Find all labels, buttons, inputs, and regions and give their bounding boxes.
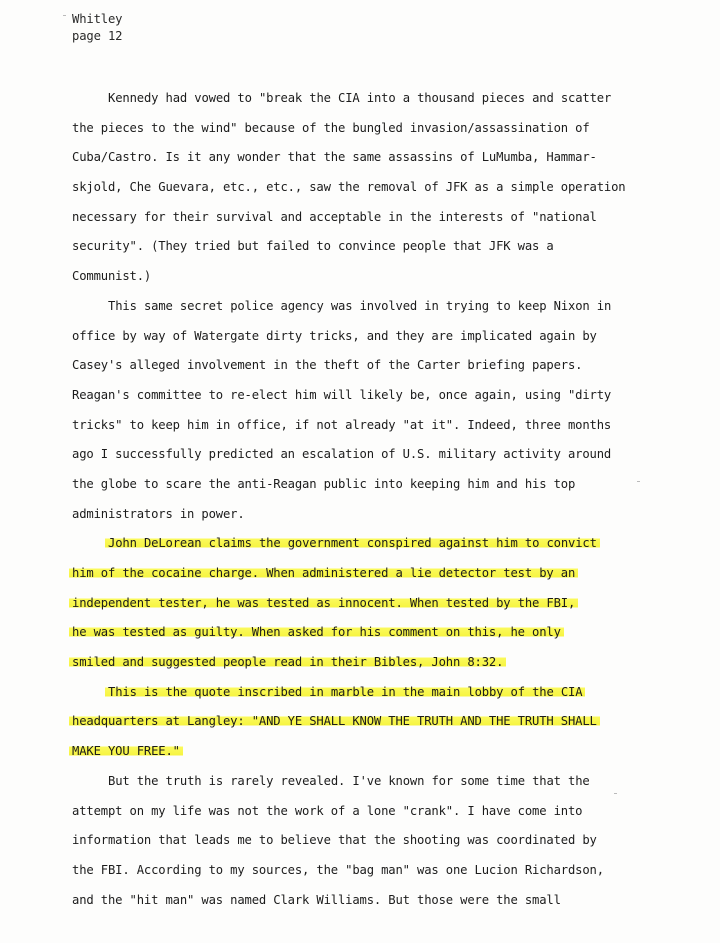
text-line [72, 767, 672, 797]
line-text: the pieces to the wind" because of the bungled invasion/assassination of [72, 120, 590, 135]
line-text: ago I successfully predicted an escalation of U.S. military activity around [72, 447, 612, 462]
text-line [72, 440, 672, 470]
text-line [72, 797, 672, 827]
line-text: and the "hit man" was named Clark Williams. But those were the small [72, 892, 561, 907]
page-number: page 12 [72, 29, 123, 43]
line-text: This same secret police agency was involved in trying to keep Nixon in [108, 298, 612, 313]
text-line [72, 589, 672, 619]
line-text: skjold, Che Guevara, etc., etc., saw the removal of JFK as a simple operation [72, 180, 626, 195]
line-text: But the truth is rarely revealed. I've known for some time that the [108, 773, 590, 788]
line-text: necessary for their survival and acceptable in the interests of "national [72, 209, 597, 224]
line-text: the globe to scare the anti-Reagan public into keeping him and his top [72, 476, 576, 491]
text-line [72, 262, 672, 292]
text-line [72, 648, 672, 678]
line-text: Reagan's committee to re-elect him will likely be, once again, using "dirty [72, 387, 612, 402]
body-text [72, 84, 672, 915]
text-line [72, 232, 672, 262]
highlighted-text: John DeLorean claims the government conspired against him to convict [105, 536, 600, 550]
text-line [72, 322, 672, 352]
highlighted-text: MAKE YOU FREE." [69, 744, 183, 758]
line-text: Casey's alleged involvement in the theft of the Carter briefing papers. [72, 358, 583, 373]
text-line [72, 826, 672, 856]
text-line [72, 500, 672, 530]
line-text: office by way of Watergate dirty tricks, and they are implicated again by [72, 328, 597, 343]
highlighted-text: smiled and suggested people read in their Bibles, John 8:32. [69, 655, 506, 669]
highlighted-text: him of the cocaine charge. When administered a lie detector test by an [69, 566, 578, 580]
text-line [72, 143, 672, 173]
paper-speck [614, 793, 617, 794]
text-line [72, 114, 672, 144]
text-line [72, 351, 672, 381]
line-text: tricks" to keep him in office, if not already "at it". Indeed, three months [72, 417, 612, 432]
line-text: the FBI. According to my sources, the "bag man" was one Lucion Richardson, [72, 862, 604, 877]
paper-speck [637, 481, 640, 482]
line-text: administrators in power. [72, 506, 245, 521]
highlighted-text: he was tested as guilty. When asked for his comment on this, he only [69, 625, 564, 639]
text-line [72, 737, 672, 767]
text-line [72, 203, 672, 233]
text-line [72, 886, 672, 916]
line-text: attempt on my life was not the work of a lone "crank". I have come into [72, 803, 583, 818]
line-text: Kennedy had vowed to "break the CIA into a thousand pieces and scatter [108, 91, 612, 105]
text-line [72, 411, 672, 441]
text-line [72, 559, 672, 589]
text-line [72, 618, 672, 648]
highlighted-text: headquarters at Langley: "AND YE SHALL KNOW THE TRUTH AND THE TRUTH SHALL [69, 714, 600, 728]
text-line [72, 381, 672, 411]
highlighted-text: This is the quote inscribed in marble in the main lobby of the CIA [105, 685, 585, 699]
text-line [72, 292, 672, 322]
line-text: Cuba/Castro. Is it any wonder that the same assassins of LuMumba, Hammar- [72, 150, 597, 165]
text-line [72, 529, 672, 559]
text-line [72, 84, 672, 114]
text-line [72, 173, 672, 203]
text-line [72, 856, 672, 886]
highlighted-text: independent tester, he was tested as innocent. When tested by the FBI, [69, 596, 578, 610]
page-header [72, 11, 122, 45]
text-line [72, 470, 672, 500]
paper-speck [63, 15, 66, 16]
text-line [72, 678, 672, 708]
author-name: Whitley [72, 12, 123, 26]
line-text: security". (They tried but failed to convince people that JFK was a [72, 239, 554, 254]
text-line [72, 707, 672, 737]
line-text: information that leads me to believe that the shooting was coordinated by [72, 833, 597, 848]
line-text: Communist.) [72, 269, 152, 284]
